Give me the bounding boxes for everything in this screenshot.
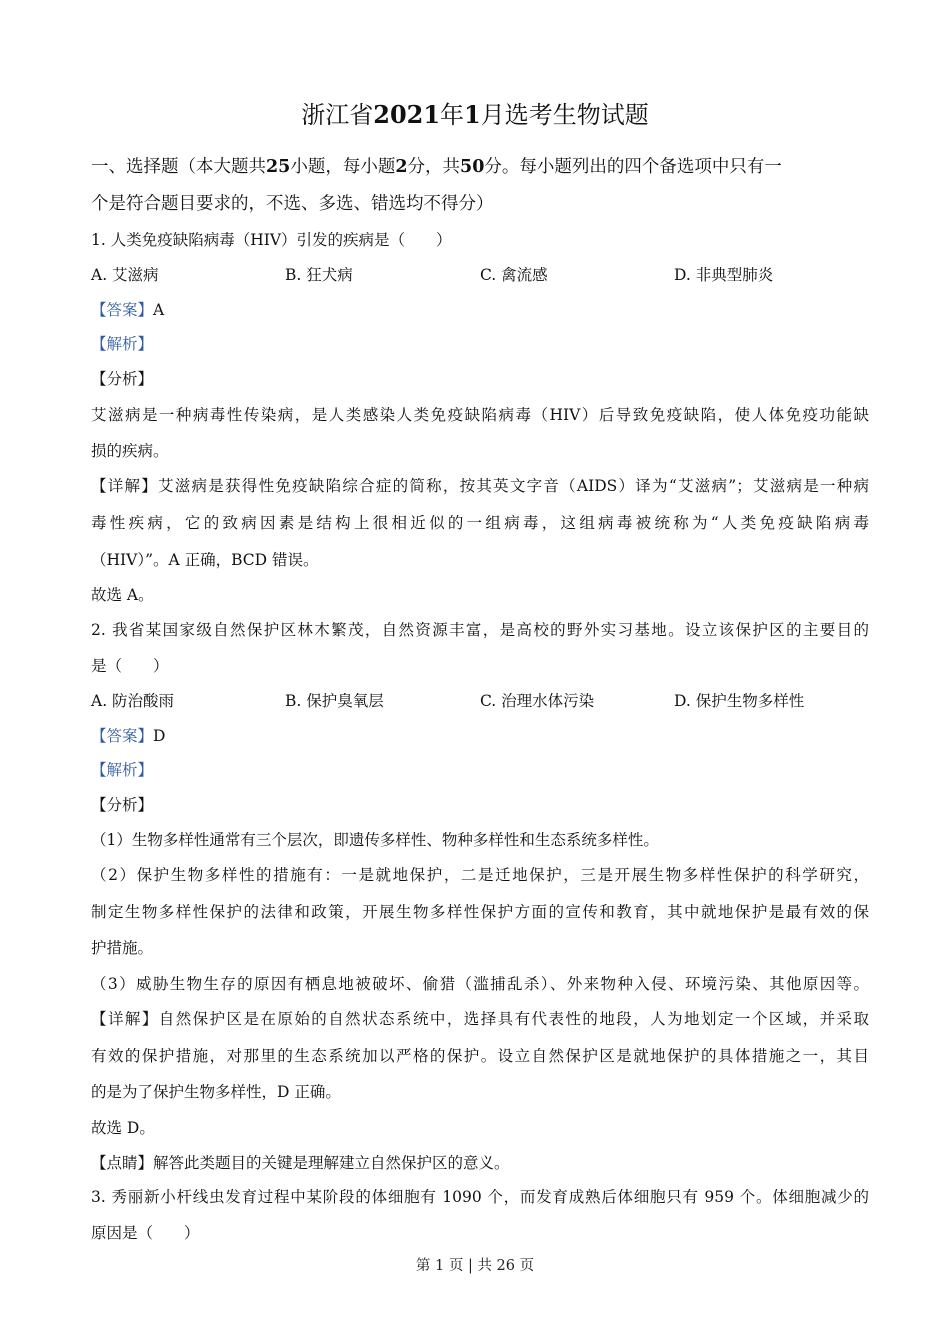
question-1-fenxi-tag: 【分析】: [91, 370, 154, 388]
question-2-analysis-line-4: 护措施。: [91, 939, 154, 957]
answer-tag: 【答案】: [91, 301, 154, 319]
question-1-conclusion: 故选 A。: [91, 586, 154, 604]
question-1-detail-line-3: （HIV）”。A 正确，BCD 错误。: [91, 551, 319, 569]
page-footer: 第 1 页 | 共 26 页: [415, 1258, 535, 1274]
question-2-fenxi-tag: 【分析】: [91, 796, 154, 814]
option-a: A. 艾滋病: [91, 266, 159, 284]
question-3-stem-line-2: 原因是（ ）: [91, 1224, 200, 1242]
question-2-analysis-line-3: 制定生物多样性保护的法律和政策，开展生物多样性保护方面的宣传和教育，其中就地保护是最有效的保: [91, 903, 869, 921]
answer-value: A: [153, 301, 165, 319]
answer-value: D: [153, 727, 166, 745]
option-d: D. 保护生物多样性: [674, 692, 805, 710]
question-1-analysis-line-1: 艾滋病是一种病毒性传染病，是人类感染人类免疫缺陷病毒（HIV）后导致免疫缺陷，使人体免疫功能缺: [91, 406, 869, 424]
question-1-stem: 1. 人类免疫缺陷病毒（HIV）引发的疾病是（ ）: [91, 231, 452, 249]
question-2-analysis-line-2: （2）保护生物多样性的措施有：一是就地保护，二是迁地保护，三是开展生物多样性保护的科学研究，: [91, 866, 869, 884]
question-2-analysis-line-1: （1）生物多样性通常有三个层次，即遗传多样性、物种多样性和生态系统多样性。: [91, 831, 659, 849]
question-2-stem-line-1: 2. 我省某国家级自然保护区林木繁茂，自然资源丰富，是高校的野外实习基地。设立该保护区的主要目的: [91, 621, 869, 639]
question-3-stem-line-1: 3. 秀丽新小杆线虫发育过程中某阶段的体细胞有 1090 个，而发育成熟后体细胞只有 959 个。体细胞减少的: [91, 1188, 869, 1206]
question-1-analysis-line-2: 损的疾病。: [91, 442, 169, 460]
option-c: C. 治理水体污染: [480, 692, 595, 710]
question-1-detail-line-1: 【详解】艾滋病是获得性免疫缺陷综合症的简称，按其英文字音（AIDS）译为“艾滋病”；艾滋病是一种病: [91, 477, 869, 495]
question-2-detail-line-1: 【详解】自然保护区是在原始的自然状态系统中，选择具有代表性的地段，人为地划定一个区域，并采取: [91, 1010, 869, 1028]
question-2-detail-line-2: 有效的保护措施，对那里的生态系统加以严格的保护。设立自然保护区是就地保护的具体措施之一，其目: [91, 1047, 869, 1065]
question-2-stem-line-2: 是（ ）: [91, 657, 169, 675]
question-2-answer: [91, 725, 869, 747]
section-header-line-1: 一、选择题（本大题共25小题，每小题2分，共50分。每小题列出的四个备选项中只有一: [91, 157, 782, 177]
option-d: D. 非典型肺炎: [674, 266, 774, 284]
option-b: B. 狂犬病: [285, 266, 353, 284]
question-2-detail-line-3: 的是为了保护生物多样性，D 正确。: [91, 1083, 341, 1101]
question-2-analysis-line-5: （3）威胁生物生存的原因有栖息地被破坏、偷猎（滥捕乱杀）、外来物种入侵、环境污染、其他原因等。: [91, 975, 869, 993]
question-1-jiexi-tag: 【解析】: [91, 335, 154, 353]
question-2-jiexi-tag: 【解析】: [91, 761, 154, 779]
section-header-line-2: 个是符合题目要求的，不选、多选、错选均不得分）: [91, 194, 494, 214]
page-title: 浙江省2021年1月选考生物试题: [301, 100, 649, 129]
question-2-dianjing: 【点睛】解答此类题目的关键是理解建立自然保护区的意义。: [91, 1154, 510, 1172]
option-b: B. 保护臭氧层: [285, 692, 384, 710]
answer-tag: 【答案】: [91, 727, 154, 745]
question-1-answer: [91, 299, 869, 321]
option-c: C. 禽流感: [480, 266, 548, 284]
question-2-conclusion: 故选 D。: [91, 1119, 155, 1137]
option-a: A. 防治酸雨: [91, 692, 175, 710]
question-1-detail-line-2: 毒性疾病，它的致病因素是结构上很相近似的一组病毒，这组病毒被统称为“人类免疫缺陷病毒: [91, 514, 869, 532]
